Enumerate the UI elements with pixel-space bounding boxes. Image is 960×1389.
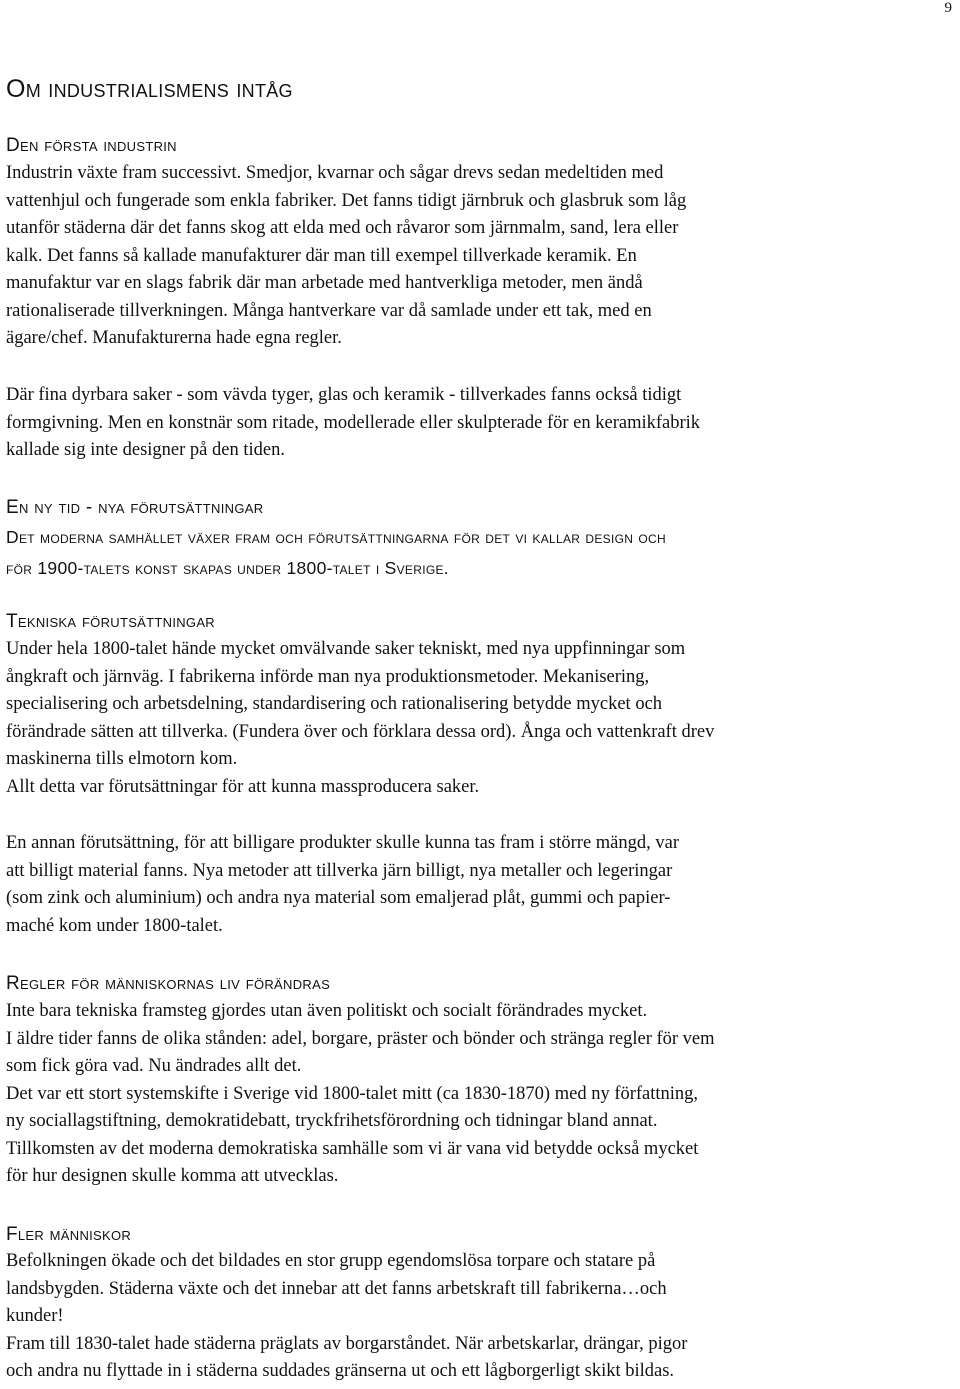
text-line: Där fina dyrbara saker - som vävda tyger, glas och keramik - tillverkades fanns också tidigt	[6, 385, 682, 405]
text-line: En annan förutsättning, för att billigare produkter skulle kunna tas fram i större mängd, var	[6, 833, 680, 853]
text-line: ångkraft och järnväg. I fabrikerna införde man nya produktionsmetoder. Mekanisering,	[6, 666, 650, 687]
text-line: I äldre tider fanns de olika stånden: adel, borgare, präster och bönder och stränga regler för vem	[6, 1028, 715, 1049]
text-line: för hur designen skulle komma att utvecklas.	[6, 1166, 339, 1186]
section-heading-rules: Regler för människornas liv förändras	[6, 973, 331, 994]
section-heading-new-era: En ny tid - nya förutsättningar	[6, 497, 264, 518]
text-line: manufaktur var en slags fabrik där man arbetade med hantverkliga metoder, men ändå	[6, 273, 643, 293]
section-heading-first-industry: Den första industrin	[6, 135, 177, 156]
text-line: Industrin växte fram successivt. Smedjor, kvarnar och sågar drevs sedan medeltiden med	[6, 163, 664, 183]
text-line: ny sociallagstiftning, demokratidebatt, tryckfrihetsförordning och tidningar bland annat.	[6, 1111, 658, 1131]
text-line: kallade sig inte designer på den tiden.	[6, 440, 285, 460]
paragraph	[6, 1248, 941, 1386]
section-heading-more-people: Fler människor	[6, 1224, 132, 1245]
paragraph	[6, 382, 941, 465]
paragraph	[6, 636, 941, 801]
text-line: Fram till 1830-talet hade städerna präglats av borgarståndet. När arbetskarlar, drängar, pigor	[6, 1333, 688, 1354]
text-line: Befolkningen ökade och det bildades en stor grupp egendomslösa torpare och statare på	[6, 1251, 656, 1271]
text-line: formgivning. Men en konstnär som ritade, modellerade eller skulpterade för en keramikfabrik	[6, 412, 701, 433]
text-line: och andra nu flyttade in i städerna suddades gränserna ut och ett lågborgerligt skikt bildas.	[6, 1361, 675, 1381]
text-line: att billigt material fanns. Nya metoder att tillverka järn billigt, nya metaller och legeringar	[6, 860, 673, 881]
text-line: Det moderna samhället växer fram och förutsättningarna för det vi kallar design och	[6, 527, 666, 547]
text-line: Under hela 1800-talet hände mycket omvälvande saker tekniskt, med nya uppfinningar som	[6, 639, 686, 659]
text-line: (som zink och aluminium) och andra nya material som emaljerad plåt, gummi och papier-	[6, 888, 671, 908]
text-line: Tillkomsten av det moderna demokratiska samhälle som vi är vana vid betydde också mycket	[6, 1138, 699, 1159]
text-line: maché kom under 1800-talet.	[6, 915, 223, 936]
text-line: vattenhjul och fungerade som enkla fabriker. Det fanns tidigt järnbruk och glasbruk som låg	[6, 190, 687, 211]
text-line: för 1900-talets konst skapas under 1800-talet i Sverige.	[6, 558, 449, 578]
text-line: landsbygden. Städerna växte och det innebar att det fanns arbetskraft till fabrikerna…och	[6, 1278, 667, 1299]
text-line: Det var ett stort systemskifte i Sverige vid 1800-talet mitt (ca 1830-1870) med ny författning,	[6, 1083, 699, 1104]
text-line: kalk. Det fanns så kallade manufakturer där man till exempel tillverkade keramik. En	[6, 245, 637, 266]
text-line: ägare/chef. Manufakturerna hade egna regler.	[6, 328, 342, 348]
lead-text	[6, 522, 941, 584]
text-line: rationaliserade tillverkningen. Många hantverkare var då samlade under ett tak, med en	[6, 300, 652, 321]
text-line: Inte bara tekniska framsteg gjordes utan även politiskt och socialt förändrades mycket.	[6, 1001, 648, 1021]
page-title: Om industrialismens intåg	[6, 75, 293, 103]
section-heading-technical: Tekniska förutsättningar	[6, 611, 215, 632]
text-line: specialisering och arbetsdelning, standardisering och rationalisering betydde mycket och	[6, 694, 663, 714]
paragraph	[6, 160, 941, 353]
paragraph	[6, 830, 941, 940]
text-line: förändrade sätten att tillverka. (Fundera över och förklara dessa ord). Ånga och vattenkraft drev	[6, 721, 715, 742]
page-number: 9	[944, 0, 952, 16]
text-line: Allt detta var förutsättningar för att kunna massproducera saker.	[6, 776, 480, 797]
text-line: utanför städerna där det fanns skog att elda med och råvaror som järnmalm, sand, lera eller	[6, 218, 679, 238]
text-line: som fick göra vad. Nu ändrades allt det.	[6, 1056, 302, 1076]
paragraph	[6, 998, 941, 1191]
text-line: maskinerna tills elmotorn kom.	[6, 749, 238, 769]
text-line: kunder!	[6, 1306, 64, 1326]
